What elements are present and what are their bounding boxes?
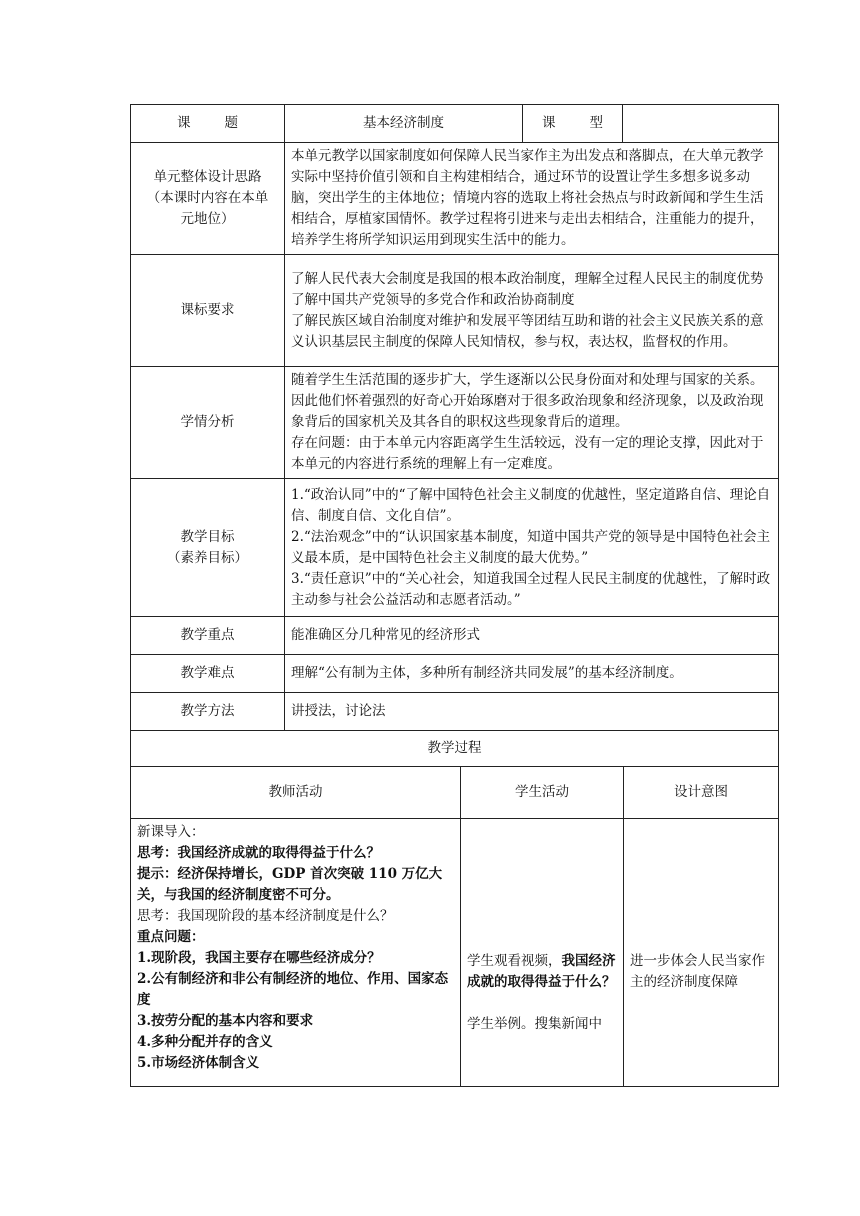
difficulty-content: 理解“公有制为主体，多种所有制经济共同发展”的基本经济制度。 [291,665,683,681]
difficulty-label: 教学难点 [180,665,235,681]
intent-cell [624,819,779,1087]
goal-item: 3.“责任意识”中的“关心社会，知道我国全过程人民民主制度的优越性，了解时政主动参与社会公益活动和志愿者活动。” [291,570,771,608]
process-table [130,730,779,1087]
design-row [131,143,779,255]
student-activity-text-2: 学生举例。搜集新闻中 [467,1016,602,1032]
standard-content-line: 了解民族区域自治制度对维护和发展平等团结互助和谐的社会主义民族关系的意义认识基层民主制度的保障人民知情权，参与权，表达权，监督权的作用。 [291,312,764,350]
method-label: 教学方法 [180,703,235,719]
goals-content-cell [285,479,779,617]
analysis-content-cell [285,367,779,479]
process-content-row [131,819,779,1087]
analysis-content-line: 随着学生生活范围的逐步扩大，学生逐渐以公民身份面对和处理与国家的关系。因此他们怀着强烈的好奇心开始琢磨对于很多政治现象和经济现象，以及政治现象背后的国家机关及其各自的职权这些现象背后的道理。 [291,372,764,430]
goals-label-line: 教学目标 [180,528,235,545]
goals-label-cell [131,479,285,617]
key-point-label: 教学重点 [180,627,235,643]
method-row [131,693,779,731]
lesson-plan-table [130,104,779,731]
standard-row [131,255,779,367]
topic-value-cell [285,105,523,143]
analysis-label-cell [131,367,285,479]
type-label: 课 型 [542,115,603,131]
teacher-line: 4.多种分配并存的含义 [137,1034,273,1050]
goal-item: 1.“政治认同”中的“了解中国特色社会主义制度的优越性，坚定道路自信、理论自信、制度自信、文化自信”。 [291,486,771,524]
lesson-plan-document [130,104,778,1087]
standard-content-line: 了解人民代表大会制度是我国的根本政治制度，理解全过程人民民主的制度优势了解中国共产党领导的多党合作和政治协商制度 [291,270,764,308]
teacher-line: 思考：我国经济成就的取得得益于什么？ [137,845,380,861]
student-activity-text: 学生观看视频， [467,953,562,969]
goal-item: 2.“法治观念”中的“认识国家基本制度，知道中国共产党的领导是中国特色社会主义最本质，是中国特色社会主义制度的最大优势。” [291,528,771,566]
intent-col-label: 设计意图 [674,784,728,800]
difficulty-content-cell [285,655,779,693]
analysis-content-line: 存在问题：由于本单元内容距离学生生活较远，没有一定的理论支撑，因此对于本单元的内容进行系统的理解上有一定难度。 [291,435,764,472]
teacher-line: 1.现阶段，我国主要存在哪些经济成分？ [137,950,381,966]
teacher-col-header [131,767,461,819]
topic-label: 课 题 [177,115,238,131]
standard-label: 课标要求 [180,302,235,318]
key-point-row [131,617,779,655]
teacher-line: 重点问题： [137,929,205,945]
topic-value: 基本经济制度 [363,115,444,131]
design-label-line: （本课时内容在本单 [146,190,269,206]
student-col-label: 学生活动 [515,784,569,800]
analysis-row [131,367,779,479]
process-title-cell [131,731,779,767]
topic-label-cell [131,105,285,143]
design-content-cell [285,143,779,255]
process-header-row [131,767,779,819]
analysis-label: 学情分析 [180,414,235,430]
design-label-cell [131,143,285,255]
teacher-activity-cell [131,819,461,1087]
goals-label-line: （素养目标） [167,549,248,566]
type-label-cell [523,105,623,143]
header-row [131,105,779,143]
teacher-line: 3.按劳分配的基本内容和要求 [137,1013,314,1029]
difficulty-row [131,655,779,693]
student-activity-cell [461,819,624,1087]
process-title: 教学过程 [427,740,482,756]
method-label-cell [131,693,285,731]
intent-text: 进一步体会人民当家作主的经济制度保障 [630,953,765,990]
design-content: 本单元教学以国家制度如何保障人民当家作主为出发点和落脚点，在大单元教学实际中坚持价值引领和自主构建相结合，通过环节的设置让学生多想多说多动脑，突出学生的主体地位；情境内容的选取上将社会热点与时政新闻和学生生活相结合，厚植家国情怀。教学过程将引进来与走出去相结合，注重能力的提升，培养学生将所学知识运用到现实生活中的能力。 [291,148,764,248]
teacher-col-label: 教师活动 [268,784,323,800]
type-value-cell [623,105,779,143]
intent-col-header [624,767,779,819]
design-label-line: 元地位） [180,211,235,227]
difficulty-label-cell [131,655,285,693]
key-point-content: 能准确区分几种常见的经济形式 [291,627,480,643]
standard-label-cell [131,255,285,367]
student-activity-question: 我国经济成就的取得得益于什么？ [467,953,616,990]
teacher-line: 提示：经济保持增长，GDP 首次突破 110 万亿大关，与我国的经济制度密不可分。 [137,866,443,903]
student-col-header [461,767,624,819]
key-point-content-cell [285,617,779,655]
teacher-line: 新课导入： [137,824,205,840]
teacher-line: 5.市场经济体制含义 [137,1055,260,1071]
design-label-line: 单元整体设计思路 [153,169,262,185]
key-point-label-cell [131,617,285,655]
teacher-line: 2.公有制经济和非公有制经济的地位、作用、国家态度 [137,971,449,1008]
process-title-row [131,731,779,767]
teacher-line: 思考：我国现阶段的基本经济制度是什么？ [137,908,394,924]
goals-row [131,479,779,617]
method-content-cell [285,693,779,731]
method-content: 讲授法，讨论法 [291,703,386,719]
standard-content-cell [285,255,779,367]
